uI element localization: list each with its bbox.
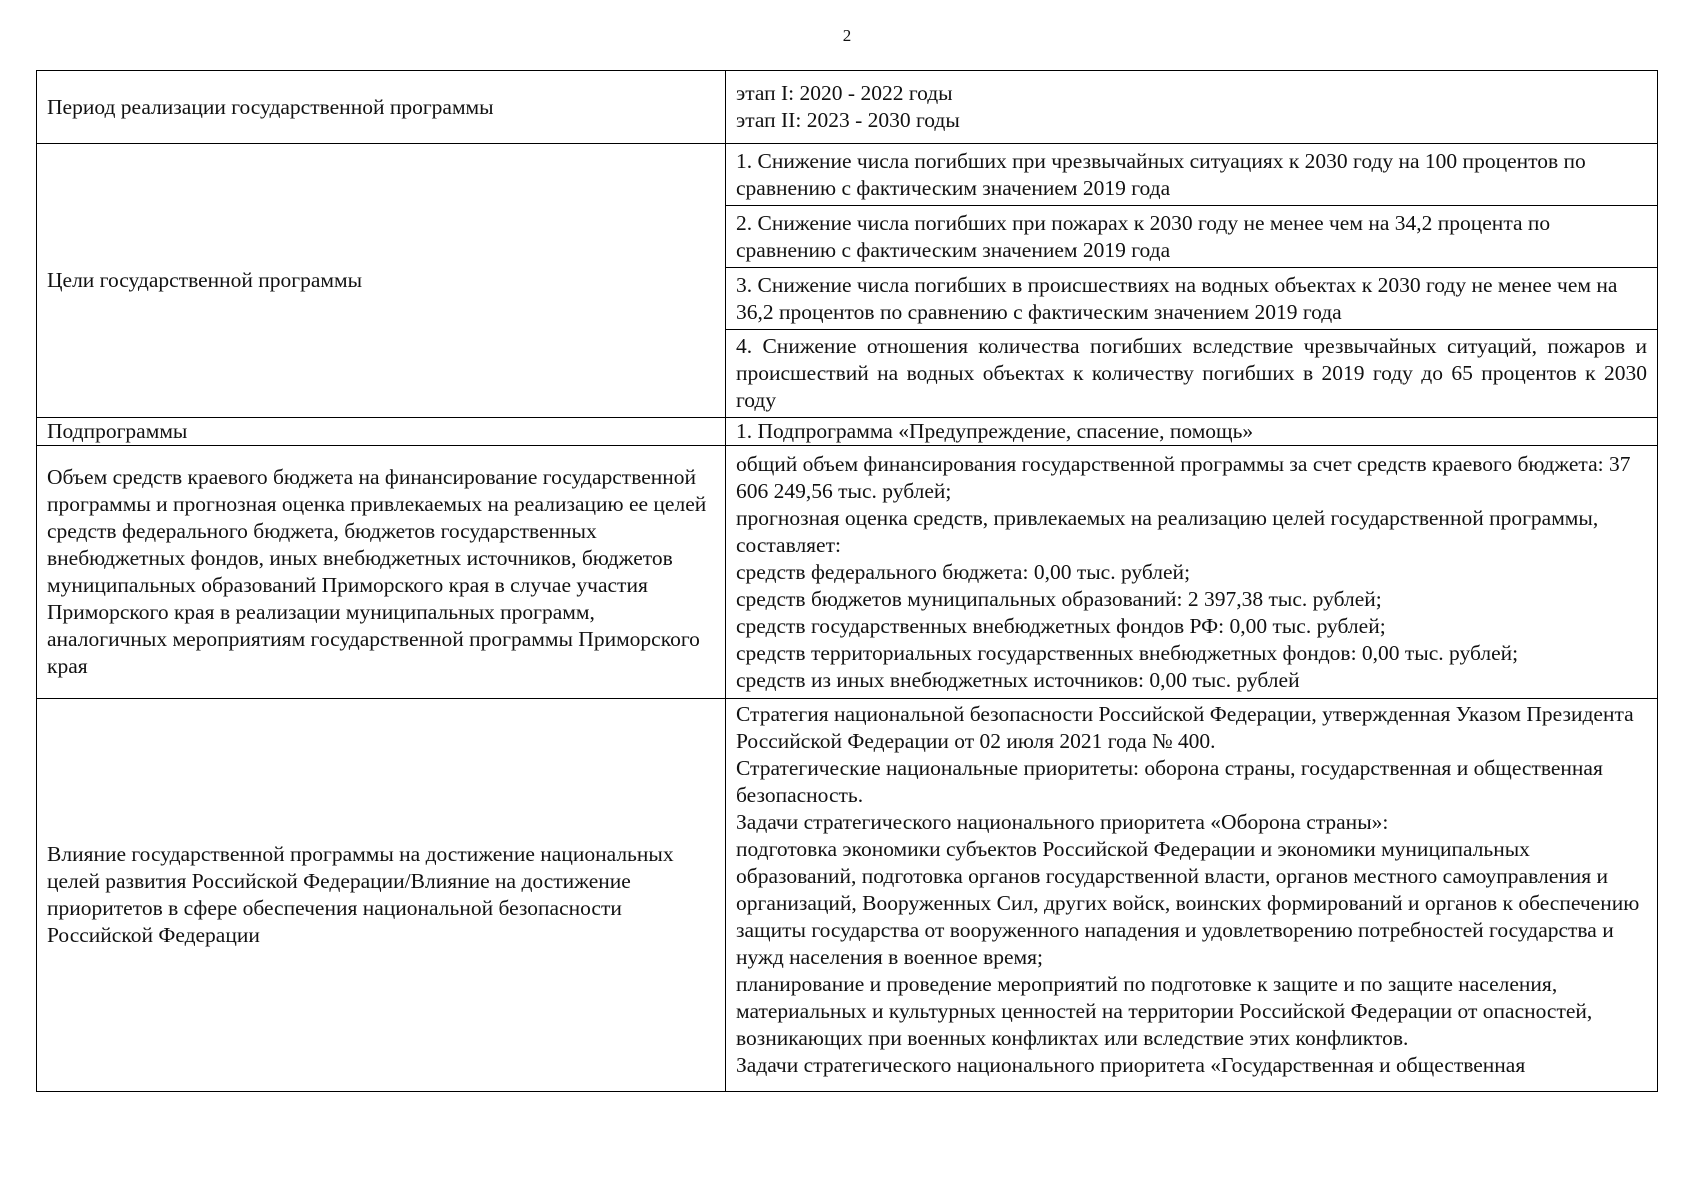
impact-line: подготовка экономики субъектов Российской Федерации и экономики муниципальных образований, подготовка органов государственной власти, органов местного самоуправления и организаций, Вооруженных Сил, других войск, воинских формирований и органов к обеспечению защиты государства от вооруженного нападения и удовлетворению потребностей государства и нужд населения в военное время; bbox=[736, 837, 1640, 969]
table-row-subprograms bbox=[37, 418, 1658, 446]
impact-value bbox=[726, 699, 1658, 1092]
goals-label: Цели государственной программы bbox=[37, 144, 726, 418]
budget-line: средств из иных внебюджетных источников: 0,00 тыс. рублей bbox=[736, 667, 1300, 692]
program-passport-table bbox=[36, 70, 1658, 1092]
budget-value bbox=[726, 446, 1658, 699]
table-row-budget bbox=[37, 446, 1658, 699]
stage-1: этап I: 2020 - 2022 годы bbox=[736, 81, 953, 105]
impact-line: Задачи стратегического национального приоритета «Оборона страны»: bbox=[736, 810, 1389, 834]
table-row-goal-1 bbox=[37, 144, 1658, 206]
impact-line: планирование и проведение мероприятий по подготовке к защите и по защите населения, материальных и культурных ценностей на территории Российской Федерации от опасностей, возникающих при военных конфликтах или вследствие этих конфликтов. bbox=[736, 972, 1593, 1050]
budget-line: прогнозная оценка средств, привлекаемых на реализацию целей государственной программы, составляет: bbox=[736, 505, 1599, 557]
goal-item-1: 1. Снижение числа погибших при чрезвычайных ситуациях к 2030 году на 100 процентов по сравнению с фактическим значением 2019 года bbox=[726, 144, 1658, 206]
subprograms-value: 1. Подпрограмма «Предупреждение, спасение, помощь» bbox=[726, 418, 1658, 446]
budget-line: средств бюджетов муниципальных образований: 2 397,38 тыс. рублей; bbox=[736, 586, 1382, 611]
budget-line: средств территориальных государственных внебюджетных фондов: 0,00 тыс. рублей; bbox=[736, 640, 1519, 665]
impact-label: Влияние государственной программы на достижение национальных целей развития Российской Федерации/Влияние на достижение приоритетов в сфере обеспечения национальной безопасности Российской Федерации bbox=[37, 699, 726, 1092]
budget-line: средств государственных внебюджетных фондов РФ: 0,00 тыс. рублей; bbox=[736, 613, 1386, 638]
goal-item-3: 3. Снижение числа погибших в происшествиях на водных объектах к 2030 году не менее чем на 36,2 процентов по сравнению с фактическим значением 2019 года bbox=[726, 268, 1658, 330]
budget-line: общий объем финансирования государственной программы за счет средств краевого бюджета: 37 606 249,56 тыс. рублей; bbox=[736, 451, 1631, 503]
table-row-period bbox=[37, 71, 1658, 144]
impact-line: Задачи стратегического национального приоритета «Государственная и общественная bbox=[736, 1053, 1526, 1077]
budget-label: Объем средств краевого бюджета на финансирование государственной программы и прогнозная оценка привлекаемых на реализацию ее целей средств федерального бюджета, бюджетов государственных внебюджетных фондов, иных внебюджетных источников, бюджетов муниципальных образований Приморского края в случае участия Приморского края в реализации муниципальных программ, аналогичных мероприятиям государственной программы Приморского края bbox=[37, 446, 726, 699]
goal-item-4: 4. Снижение отношения количества погибших вследствие чрезвычайных ситуаций, пожаров и происшествий на водных объектах к количеству погибших в 2019 году до 65 процентов к 2030 году bbox=[726, 330, 1658, 418]
stage-2: этап II: 2023 - 2030 годы bbox=[736, 108, 960, 132]
subprograms-label: Подпрограммы bbox=[37, 418, 726, 446]
period-value bbox=[726, 71, 1658, 144]
budget-line: средств федерального бюджета: 0,00 тыс. рублей; bbox=[736, 559, 1191, 584]
period-label: Период реализации государственной программы bbox=[37, 71, 726, 144]
table-row-impact bbox=[37, 699, 1658, 1092]
page-number: 2 bbox=[842, 26, 852, 45]
impact-line: Стратегия национальной безопасности Российской Федерации, утвержденная Указом Президента Российской Федерации от 02 июля 2021 года № 400. bbox=[736, 702, 1634, 753]
impact-line: Стратегические национальные приоритеты: оборона страны, государственная и общественная безопасность. bbox=[736, 756, 1603, 807]
goal-item-2: 2. Снижение числа погибших при пожарах к 2030 году не менее чем на 34,2 процента по сравнению с фактическим значением 2019 года bbox=[726, 206, 1658, 268]
